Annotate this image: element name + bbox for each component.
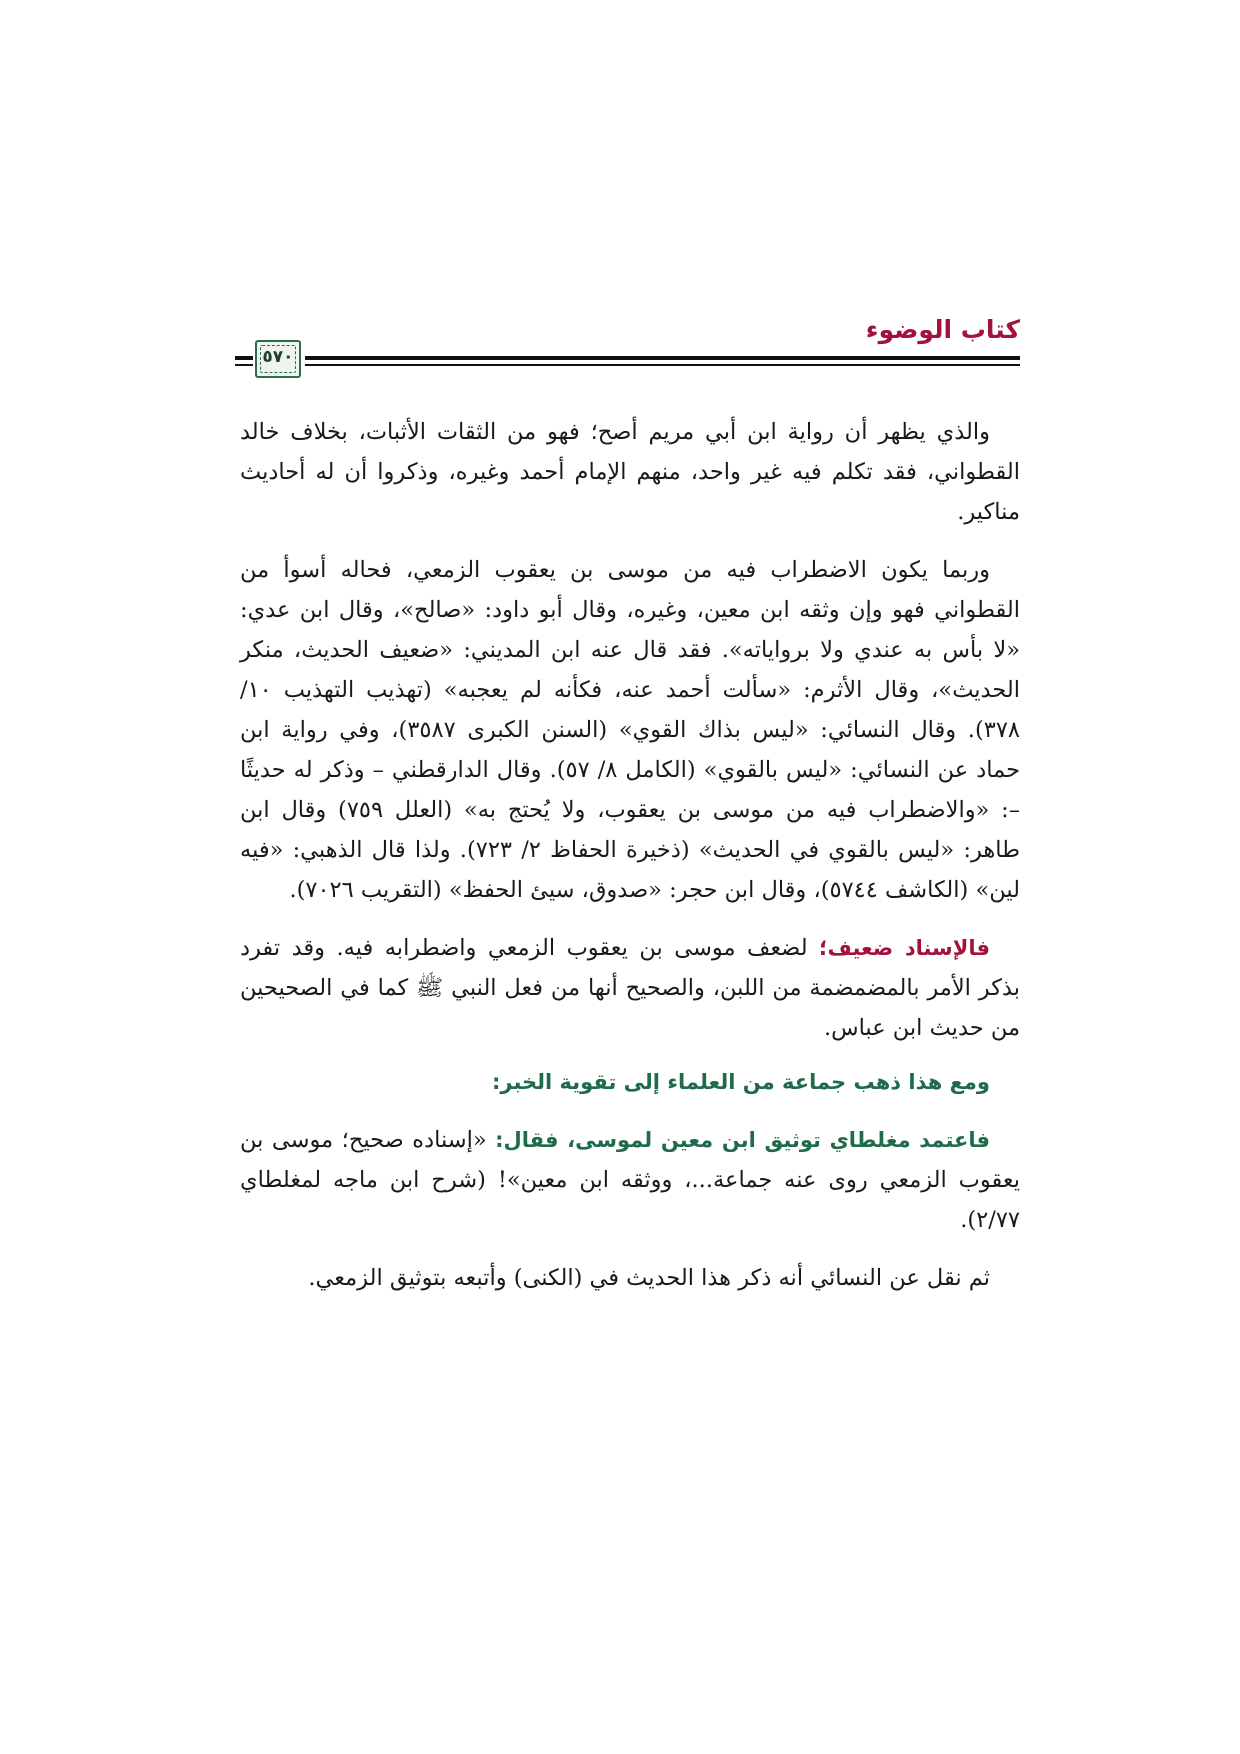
- header-rule-thick: [305, 356, 1020, 360]
- paragraph-2: وربما يكون الاضطراب فيه من موسى بن يعقوب الزمعي، فحاله أسوأ من القطواني فهو وإن وثقه ابن معين، وغيره، وقال أبو داود: «صالح»، وقال ابن عدي: «لا بأس به عندي ولا برواياته». فقد قال عنه ابن المديني: «ضعيف الحديث، منكر الحديث»، وقال الأثرم: «سألت أحمد عنه، فكأنه لم يعجبه» (تهذيب التهذيب ١٠/ ٣٧٨). وقال النسائي: «ليس بذاك القوي» (السنن الكبرى ٣٥٨٧)، وفي رواية ابن حماد عن النسائي: «ليس بالقوي» (الكامل ٨/ ٥٧). وقال الدارقطني – وذكر له حديثًا –: «والاضطراب فيه من موسى بن يعقوب، ولا يُحتج به» (العلل ٧٥٩) وقال ابن طاهر: «ليس بالقوي في الحديث» (ذخيرة الحفاظ ٢/ ٧٢٣). ولذا قال الذهبي: «فيه لين» (الكاشف ٥٧٤٤)، وقال ابن حجر: «صدوق، سيئ الحفظ» (التقريب ٧٠٢٦).: [240, 557, 1020, 903]
- page-number: ٥٧٠: [262, 347, 294, 367]
- paragraph-1: والذي يظهر أن رواية ابن أبي مريم أصح؛ فهو من الثقات الأثبات، بخلاف خالد القطواني، فقد تكلم فيه غير واحد، منهم الإمام أحمد وغيره، وذكروا أن له أحاديث مناكير.: [240, 419, 1020, 525]
- paragraph-5: ثم نقل عن النسائي أنه ذكر هذا الحديث في (الكنى) وأتبعه بتوثيق الزمعي.: [308, 1265, 990, 1291]
- section-heading: ومع هذا ذهب جماعة من العلماء إلى تقوية الخبر:: [491, 1070, 990, 1094]
- paragraph-4: [240, 1120, 1020, 1240]
- page-number-badge: [255, 340, 301, 378]
- paragraph-4-text: «إسناده صحيح؛ موسى بن يعقوب الزمعي روى عنه جماعة...، ووثقه ابن معين»! (شرح ابن ماجه لمغلطاي ٢/٧٧).: [240, 1127, 1020, 1233]
- book-title: كتاب الوضوء: [865, 315, 1020, 344]
- paragraph-3: [240, 928, 1020, 1048]
- header-rule-thin: [305, 364, 1020, 366]
- paragraph-3-text: لضعف موسى بن يعقوب الزمعي واضطرابه فيه. وقد تفرد بذكر الأمر بالمضمضمة من اللبن، والصحيح أنها من فعل النبي ﷺ كما في الصحيحين من حديث ابن عباس.: [240, 935, 1020, 1041]
- header-rule-left-thin: [235, 364, 253, 366]
- page-body: [240, 412, 1020, 1298]
- verdict-label: فالإسناد ضعيف؛: [819, 936, 990, 960]
- page-header: [235, 315, 1020, 385]
- mughaltay-label: فاعتمد مغلطاي توثيق ابن معين لموسى، فقال:: [495, 1128, 991, 1152]
- header-rule-left-thick: [235, 356, 253, 360]
